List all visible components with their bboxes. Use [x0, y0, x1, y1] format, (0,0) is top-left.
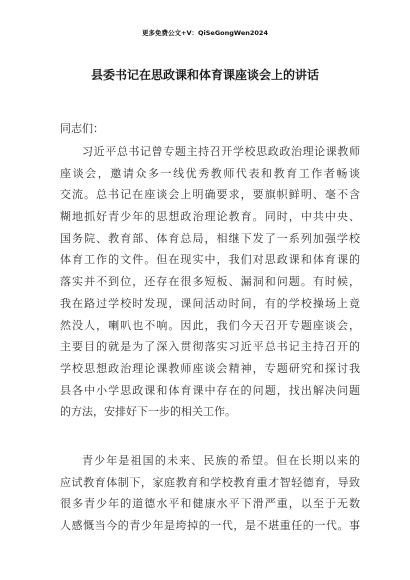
- paragraph-line: 学校思想政治理论课教师座谈会精神，专题研究和探讨我: [60, 361, 360, 375]
- paragraph-line: 主要目的就是为了深入贯彻落实习近平总书记主持召开的: [60, 340, 360, 354]
- paragraph-line: 国务院、教育部、体育总局，相继下发了一系列加强学校: [60, 231, 360, 245]
- header-note: 更多免费公文+V：QiSeGongWen2024: [142, 29, 268, 37]
- paragraph-line: 应试教育体制下，家庭教育和学校教育重才智轻德育，导致: [60, 475, 360, 489]
- paragraph-line: 我在路过学校时发现，课间活动时间，有的学校操场上竟: [60, 296, 360, 310]
- paragraph-1: [60, 141, 360, 423]
- salutation: 同志们：: [60, 122, 104, 135]
- document-title: 县委书记在思政课和体育课座谈会上的讲话: [90, 68, 319, 82]
- paragraph-line: 座谈会，邀请众多一线优秀教师代表和教育工作者畅谈: [60, 166, 360, 180]
- paragraph-line: 习近平总书记曾专题主持召开学校思政政治理论课教师: [82, 145, 360, 158]
- paragraph-line: 的方法，安排好下一步的相关工作。: [60, 405, 236, 419]
- paragraph-line: 交流。总书记在座谈会上明确要求，要旗帜鲜明、毫不含: [60, 188, 360, 202]
- paragraph-line: 人感慨当今的青少年是垮掉的一代，是不堪重任的一代。事: [60, 519, 360, 533]
- paragraph-line: 县各中小学思政课和体育课中存在的问题，找出解决问题: [60, 383, 360, 397]
- paragraph-line: 体育工作的文件。但在现实中，我们对思政课和体育课的: [60, 253, 360, 267]
- paragraph-line: 糊地抓好青少年的思想政治理论教育。同时，中共中央、: [60, 210, 360, 224]
- paragraph-line: 然没人，喇叭也不响。因此，我们今天召开专题座谈会，: [60, 318, 360, 332]
- paragraph-line: 很多青少年的道德水平和健康水平下滑严重，以至于无数: [60, 497, 360, 511]
- paragraph-2: [60, 450, 360, 537]
- paragraph-line: 青少年是祖国的未来、民族的希望。但在长期以来的: [82, 454, 360, 467]
- paragraph-line: 落实并不到位，还存在很多短板、漏洞和问题。有时候，: [60, 275, 360, 289]
